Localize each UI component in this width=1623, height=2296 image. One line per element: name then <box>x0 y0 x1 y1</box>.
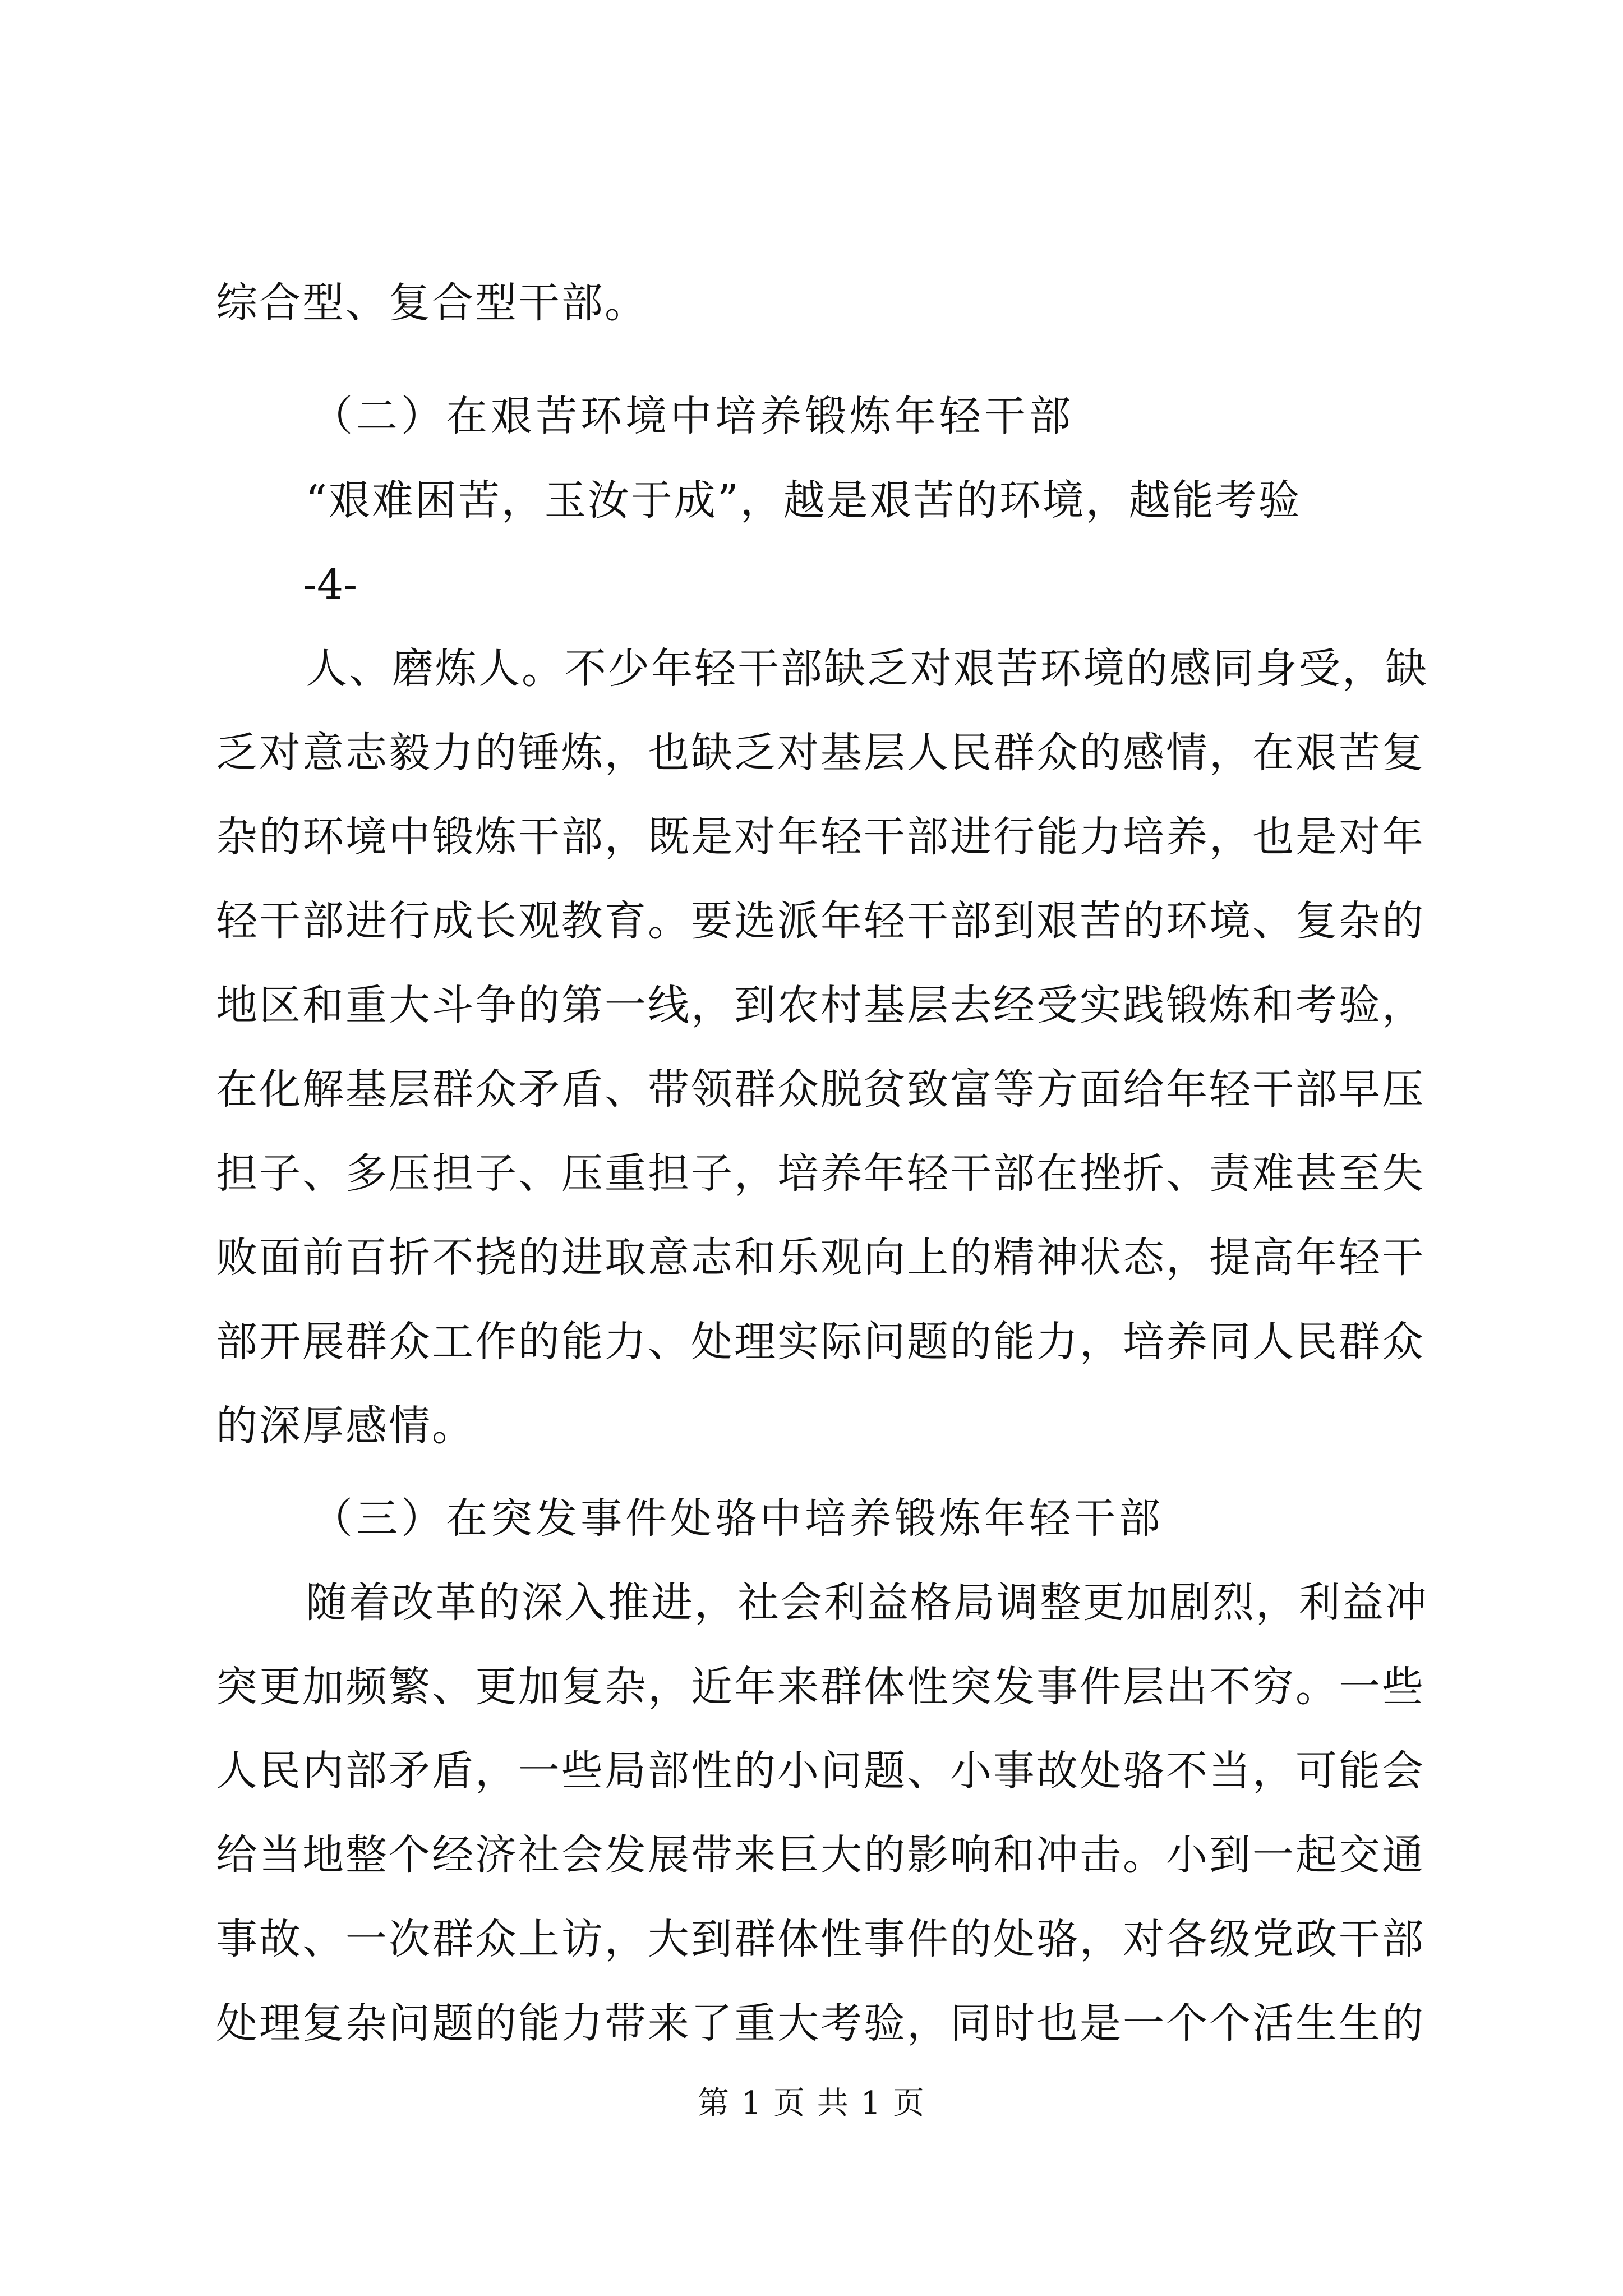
inline-page-marker: -4- <box>303 560 358 609</box>
section-heading-2: （二）在艰苦环境中培养锻炼年轻干部 <box>311 392 1074 440</box>
paragraph-line: 给当地整个经济社会发展带来巨大的影响和冲击。小到一起交通 <box>216 1831 1425 1879</box>
paragraph-line: 杂的环境中锻炼干部，既是对年轻干部进行能力培养，也是对年 <box>216 813 1425 861</box>
paragraph-line: 乏对意志毅力的锤炼，也缺乏对基层人民群众的感情，在艰苦复 <box>216 729 1425 777</box>
paragraph-line: 突更加频繁、更加复杂，近年来群体性突发事件层出不穷。一些 <box>216 1663 1425 1711</box>
paragraph-line: 随着改革的深入推进，社会利益格局调整更加剧烈，利益冲 <box>306 1579 1428 1627</box>
section-heading-3: （三）在突发事件处骆中培养锻炼年轻干部 <box>311 1494 1164 1543</box>
paragraph-line: 败面前百折不挠的进取意志和乐观向上的精神状态，提高年轻干 <box>216 1234 1425 1282</box>
paragraph-line: 的深厚感情。 <box>216 1402 475 1450</box>
paragraph-line: 轻干部进行成长观教育。要选派年轻干部到艰苦的环境、复杂的 <box>216 897 1425 945</box>
paragraph-line: 部开展群众工作的能力、处理实际问题的能力，培养同人民群众 <box>216 1318 1425 1366</box>
paragraph-line: 人、磨炼人。不少年轻干部缺乏对艰苦环境的感同身受，缺 <box>306 645 1428 693</box>
paragraph-line: 地区和重大斗争的第一线，到农村基层去经受实践锻炼和考验， <box>216 981 1425 1029</box>
page-footer: 第 1 页 共 1 页 <box>697 2085 926 2122</box>
paragraph-line: 综合型、复合型干部。 <box>216 279 648 327</box>
paragraph-line: 在化解基层群众矛盾、带领群众脱贫致富等方面给年轻干部早压 <box>216 1065 1425 1114</box>
paragraph-line: 人民内部矛盾，一些局部性的小问题、小事故处骆不当，可能会 <box>216 1747 1425 1795</box>
paragraph-line: 处理复杂问题的能力带来了重大考验，同时也是一个个活生生的 <box>216 1999 1425 2047</box>
paragraph-line: 担子、多压担子、压重担子，培养年轻干部在挫折、责难甚至失 <box>216 1149 1425 1198</box>
paragraph-line: 事故、一次群众上访，大到群体性事件的处骆，对各级党政干部 <box>216 1915 1425 1963</box>
paragraph-line: “艰难困苦，玉汝于成”，越是艰苦的环境，越能考验 <box>306 476 1302 524</box>
